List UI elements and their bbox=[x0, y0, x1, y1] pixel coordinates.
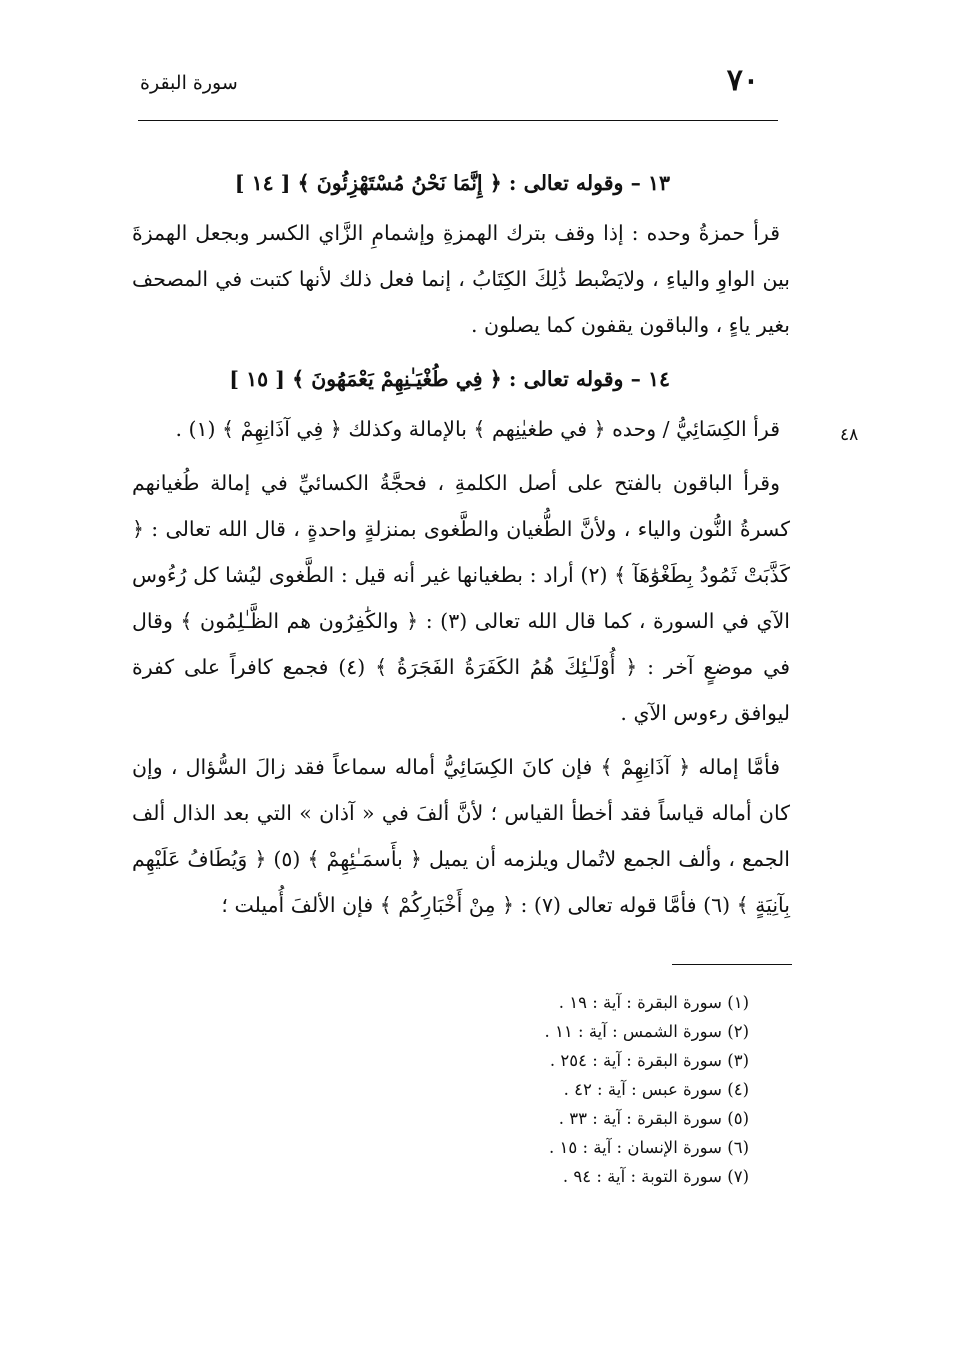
footnote-item: (١) سورة البقرة : آية : ١٩ . bbox=[558, 993, 749, 1012]
page-number: ٧٠ bbox=[726, 63, 759, 98]
footnote-item: (٧) سورة التوبة : آية : ٩٤ . bbox=[562, 1167, 749, 1186]
verse-heading-14: ١٤ – وقوله تعالى : ﴿ فِي طُغْيَـٰنِهِمْ يَعْمَهُونَ ﴾ [ ١٥ ] bbox=[229, 367, 670, 391]
verse-heading-13: ١٣ – وقوله تعالى : ﴿ إِنَّمَا نَحْنُ مُسْتَهْزِئُونَ ﴾ [ ١٤ ] bbox=[234, 171, 670, 195]
margin-page-marker: ٤٨ bbox=[840, 425, 859, 445]
footnote-item: (٣) سورة البقرة : آية : ٢٥٤ . bbox=[549, 1051, 749, 1070]
header-rule bbox=[138, 120, 778, 121]
paragraph-imala: فأمَّا إماله ﴿ آذَانِهِمْ ﴾ فإن كانَ الكِسَائِيُّ أماله سماعاً فقد زالَ السُّؤال ، وإن كان أماله قياساً فقد أخطأ القياس ؛ لأنَّ ألفَ في « آذان » التي بعد الذال ألف الجمع ، وألف الجمع لاتُمال ويلزمه أن يميل ﴿ بأَسمَـٰئِهِمْ ﴾ (٥) ﴿ وَيُطَافُ عَلَيْهِم بِآنِيَةٍ ﴾ (٦) فأمَّا قوله تعالى (٧) : ﴿ مِنْ أَخْبَارِكُمْ ﴾ فإن الألفَ أُميلت ؛ bbox=[132, 755, 790, 917]
paragraph-kisai: قرأ الكِسَائِيُّ / وحده ﴿ في طغيٰنِهم ﴾ بالإمالة وكذلك ﴿ فِي آذَانِهِمْ ﴾ (١) . bbox=[175, 417, 780, 441]
paragraph-hamza: قرأ حمزةُ وحده : إذا وقف بترك الهمزةِ وإشمامِ الزَّاي الكسر وبجعل الهمزةَ بين الواوِ والياءِ ، ولايَضْبط ذَٰلِكَ الكِتَابُ ، إنما فعل ذلك لأنها كتبت في المصحف بغير ياءٍ ، والباقون يقفون كما يصلون . bbox=[132, 221, 790, 337]
footnote-rule bbox=[672, 964, 792, 965]
footnote-item: (٤) سورة عبس : آية : ٤٢ . bbox=[563, 1080, 749, 1099]
running-title: سورة البقرة bbox=[140, 72, 238, 94]
footnote-item: (٦) سورة الإنسان : آية : ١٥ . bbox=[548, 1138, 749, 1157]
footnotes-list bbox=[545, 988, 749, 1191]
footnote-item: (٢) سورة الشمس : آية : ١١ . bbox=[544, 1022, 749, 1041]
paragraph-remaining: وقرأ الباقون بالفتح على أصل الكلمةِ ، فحجَّةُ الكسائيِّ في إمالة طُغيانهم كسرةُ النُّون والياء ، ولأنَّ الطُّغيان والطَّغوى بمنزلةٍ واحدةٍ ، قال الله تعالى : ﴿ كَذَّبَتْ ثَمُودُ بِطَغْوَٰهَآ ﴾ (٢) أراد : بطغيانها غير أنه قيل : الطَّغوى ليُشا كل رُءُوس الآي في السورة ، كما قال الله تعالى (٣) : ﴿ والكَٰفِرُون هم الظَّـٰلِمُون ﴾ وقال في موضعٍ آخر : ﴿ أُوْلَـٰئِكَ هُمُ الكَفَرَةُ الفَجَرَةُ ﴾ (٤) فجمع كافراً على كفرة ليوافق رءوس الآي . bbox=[132, 471, 791, 725]
main-text bbox=[132, 160, 790, 936]
footnote-item: (٥) سورة البقرة : آية : ٣٣ . bbox=[558, 1109, 749, 1128]
